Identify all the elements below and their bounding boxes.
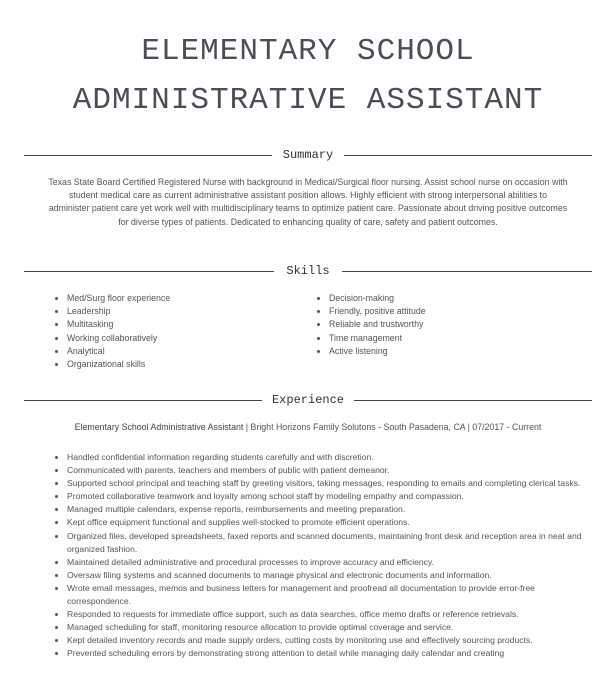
duty-item: Prevented scheduling errors by demonstrating strong attention to detail while managing daily calendar and creating bbox=[53, 647, 583, 660]
skill-item: Med/Surg floor experience bbox=[53, 292, 273, 305]
experience-rule-right bbox=[354, 400, 592, 401]
bullet-icon bbox=[55, 495, 58, 498]
summary-heading-row bbox=[24, 148, 592, 162]
resume-title-line1: ELEMENTARY SCHOOL bbox=[141, 34, 475, 69]
bullet-icon bbox=[55, 587, 58, 590]
skill-item: Multitasking bbox=[53, 318, 273, 331]
summary-text: Texas State Board Certified Registered Nurse with background in Medical/Surgical floor nursing. Assist school nurse on occasion with student medical care as current administrative assistant position allows. Highly efficient with strong interpersonal abilities to administer patient care yet work well with multidisciplinary teams to optimize patient care. Passionate about driving positive outcomes for diverse types of patients. Dedicated to enhancing quality of care, safety and patient outcomes. bbox=[48, 177, 568, 227]
skill-item: Time management bbox=[315, 332, 535, 345]
duty-item: Communicated with parents, teachers and members of public with patient demeanor. bbox=[53, 464, 583, 477]
bullet-icon bbox=[55, 639, 58, 642]
skill-item: Analytical bbox=[53, 345, 273, 358]
job-separator: | bbox=[243, 422, 251, 432]
bullet-icon bbox=[55, 323, 58, 326]
duty-item: Supported school principal and teaching staff by greeting visitors, taking messages, responding to emails and completing clerical tasks. bbox=[53, 477, 583, 490]
duty-item: Promoted collaborative teamwork and loyalty among school staff by modeling empathy and compassion. bbox=[53, 490, 583, 503]
resume-title-line2: ADMINISTRATIVE ASSISTANT bbox=[72, 83, 544, 118]
skills-heading-row bbox=[24, 264, 592, 278]
skill-item: Decision-making bbox=[315, 292, 535, 305]
job-company: Bright Horizons Family Solutons - South Pasadena, CA bbox=[250, 422, 466, 432]
bullet-icon bbox=[55, 535, 58, 538]
duty-item: Wrote email messages, memos and business letters for management and proofread all documentation to provide error-free correspondence. bbox=[53, 582, 583, 608]
bullet-icon bbox=[55, 350, 58, 353]
skills-list-left bbox=[53, 292, 273, 371]
skills-list-right bbox=[315, 292, 535, 358]
job-separator: | bbox=[465, 422, 473, 432]
bullet-icon bbox=[317, 297, 320, 300]
duty-item: Handled confidential information regarding students carefully and with discretion. bbox=[53, 451, 583, 464]
bullet-icon bbox=[55, 363, 58, 366]
bullet-icon bbox=[55, 310, 58, 313]
skill-item: Leadership bbox=[53, 305, 273, 318]
job-title: Elementary School Administrative Assistant bbox=[74, 422, 244, 432]
job-dates: 07/2017 - Current bbox=[472, 422, 542, 432]
bullet-icon bbox=[317, 323, 320, 326]
bullet-icon bbox=[55, 482, 58, 485]
bullet-icon bbox=[317, 337, 320, 340]
duty-item: Organized files, developed spreadsheets, faxed reports and scanned documents, maintaining front desk and reception area in neat and organized fashion. bbox=[53, 530, 583, 556]
experience-heading: Experience bbox=[271, 393, 344, 407]
job-header bbox=[50, 421, 566, 434]
bullet-icon bbox=[55, 521, 58, 524]
skills-rule-right bbox=[342, 271, 592, 272]
bullet-icon bbox=[55, 574, 58, 577]
duty-item: Maintained detailed administrative and procedural processes to improve accuracy and efficiency. bbox=[53, 556, 583, 569]
experience-heading-row bbox=[24, 393, 592, 407]
bullet-icon bbox=[55, 626, 58, 629]
bullet-icon bbox=[55, 337, 58, 340]
bullet-icon bbox=[55, 508, 58, 511]
duty-item: Kept detailed inventory records and made supply orders, cutting costs by monitoring use and effectively sourcing products. bbox=[53, 634, 583, 647]
bullet-icon bbox=[55, 297, 58, 300]
skill-item: Active listening bbox=[315, 345, 535, 358]
summary-heading: Summary bbox=[282, 148, 334, 162]
summary-rule-right bbox=[344, 155, 592, 156]
duty-item: Managed multiple calendars, expense reports, reimbursements and meeting preparation. bbox=[53, 503, 583, 516]
skill-item: Friendly, positive attitude bbox=[315, 305, 535, 318]
skill-item: Organizational skills bbox=[53, 358, 273, 371]
bullet-icon bbox=[55, 613, 58, 616]
duty-item: Kept office equipment functional and supplies well-stocked to promote efficient operations. bbox=[53, 516, 583, 529]
bullet-icon bbox=[55, 469, 58, 472]
skill-item: Working collaboratively bbox=[53, 332, 273, 345]
bullet-icon bbox=[55, 456, 58, 459]
duty-item: Managed scheduling for staff, monitoring resource allocation to provide optimal coverage and service. bbox=[53, 621, 583, 634]
bullet-icon bbox=[55, 561, 58, 564]
skill-item: Reliable and trustworthy bbox=[315, 318, 535, 331]
skills-heading: Skills bbox=[286, 264, 330, 278]
bullet-icon bbox=[317, 350, 320, 353]
duty-item: Responded to requests for immediate office support, such as data searches, office memo drafts or reference retrievals. bbox=[53, 608, 583, 621]
bullet-icon bbox=[317, 310, 320, 313]
job-duties-list bbox=[53, 451, 583, 661]
bullet-icon bbox=[55, 652, 58, 655]
duty-item: Oversaw filing systems and scanned documents to manage physical and electronic documents and information. bbox=[53, 569, 583, 582]
